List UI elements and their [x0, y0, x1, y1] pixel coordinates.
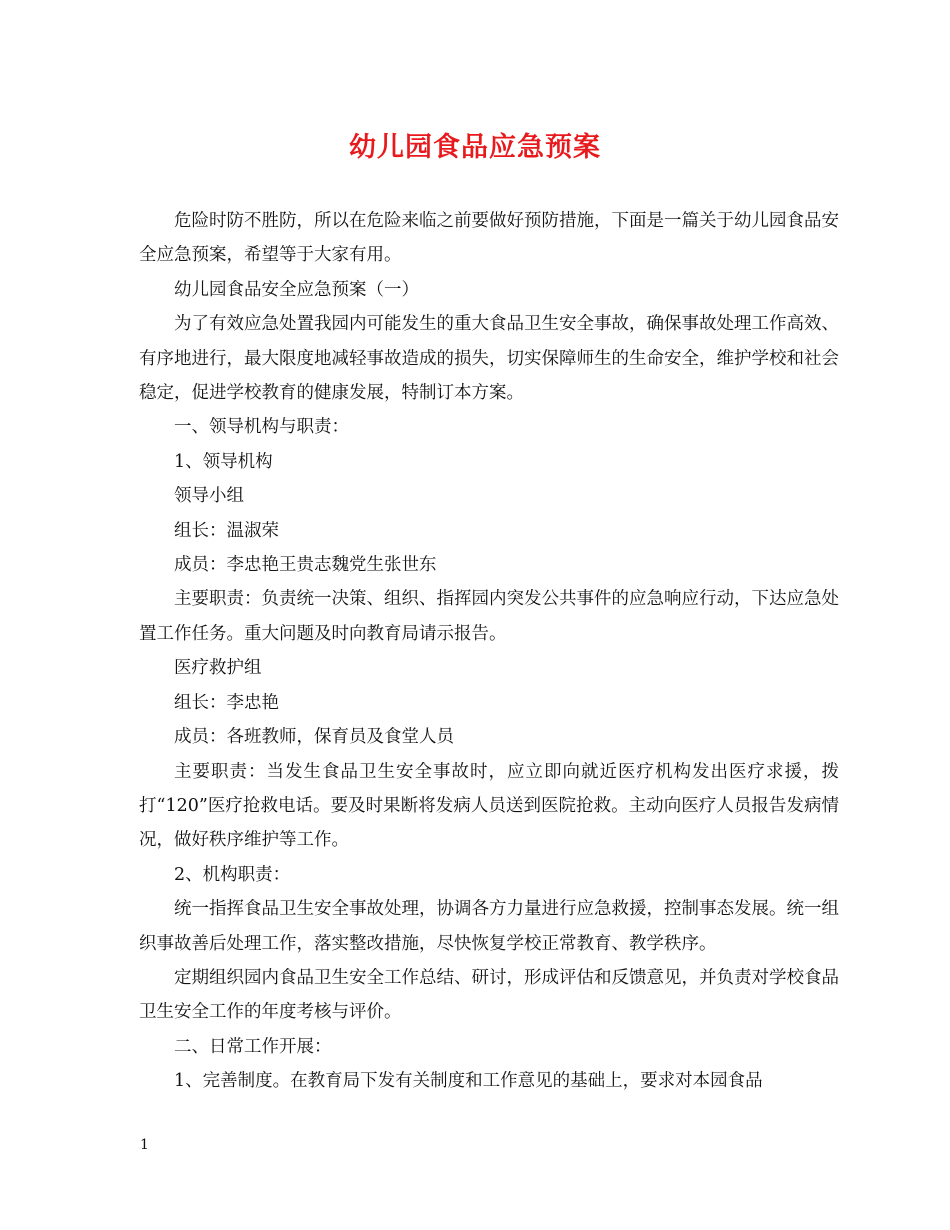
paragraph-medical-duties: 主要职责：当发生食品卫生安全事故时，应立即向就近医疗机构发出医疗求援，拨打“120”医疗抢救电话。要及时果断将发病人员送到医院抢救。主动向医疗人员报告发病情况，做好秩序维护等工作。 — [139, 761, 839, 851]
paragraph-purpose: 为了有效应急处置我园内可能发生的重大食品卫生安全事故，确保事故处理工作高效、有序地进行，最大限度地减轻事故造成的损失，切实保障师生的生命安全，维护学校和社会稳定，促进学校教育的健康发展，特制订本方案。 — [139, 314, 839, 404]
paragraph-members: 成员：李忠艳王贵志魏党生张世东 — [174, 555, 437, 576]
paragraph-heading-2: 二、日常工作开展： — [174, 1036, 332, 1057]
paragraph-heading-1: 一、领导机构与职责： — [174, 417, 349, 438]
paragraph-section-heading: 幼儿园食品安全应急预案（一） — [174, 279, 419, 300]
paragraph-medical-leader: 组长：李忠艳 — [174, 692, 279, 713]
paragraph-review: 定期组织园内食品卫生安全工作总结、研讨，形成评估和反馈意见，并负责对学校食品卫生安全工作的年度考核与评价。 — [139, 967, 839, 1023]
paragraph-subheading-1: 1、领导机构 — [174, 451, 273, 472]
paragraph-duties: 主要职责：负责统一决策、组织、指挥园内突发公共事件的应急响应行动，下达应急处置工作任务。重大问题及时向教育局请示报告。 — [139, 589, 839, 644]
paragraph-group-medical: 医疗救护组 — [174, 658, 262, 679]
paragraph-medical-members: 成员：各班教师，保育员及食堂人员 — [174, 727, 454, 748]
paragraph-improve: 1、完善制度。在教育局下发有关制度和工作意见的基础上，要求对本园食品 — [174, 1071, 763, 1092]
page-number: 1 — [140, 1137, 149, 1153]
document-title: 幼儿园食品应急预案 — [349, 132, 601, 163]
paragraph-subheading-2: 2、机构职责： — [174, 864, 291, 885]
paragraph-intro: 危险时防不胜防，所以在危险来临之前要做好预防措施，下面是一篇关于幼儿园食品安全应急预案，希望等于大家有用。 — [139, 211, 839, 266]
paragraph-command: 统一指挥食品卫生安全事故处理，协调各方力量进行应急救援，控制事态发展。统一组织事故善后处理工作，落实整改措施，尽快恢复学校正常教育、教学秩序。 — [139, 899, 839, 954]
paragraph-leader: 组长：温淑荣 — [174, 520, 279, 541]
paragraph-group-leadership: 领导小组 — [174, 486, 244, 507]
document-body — [139, 204, 839, 1099]
